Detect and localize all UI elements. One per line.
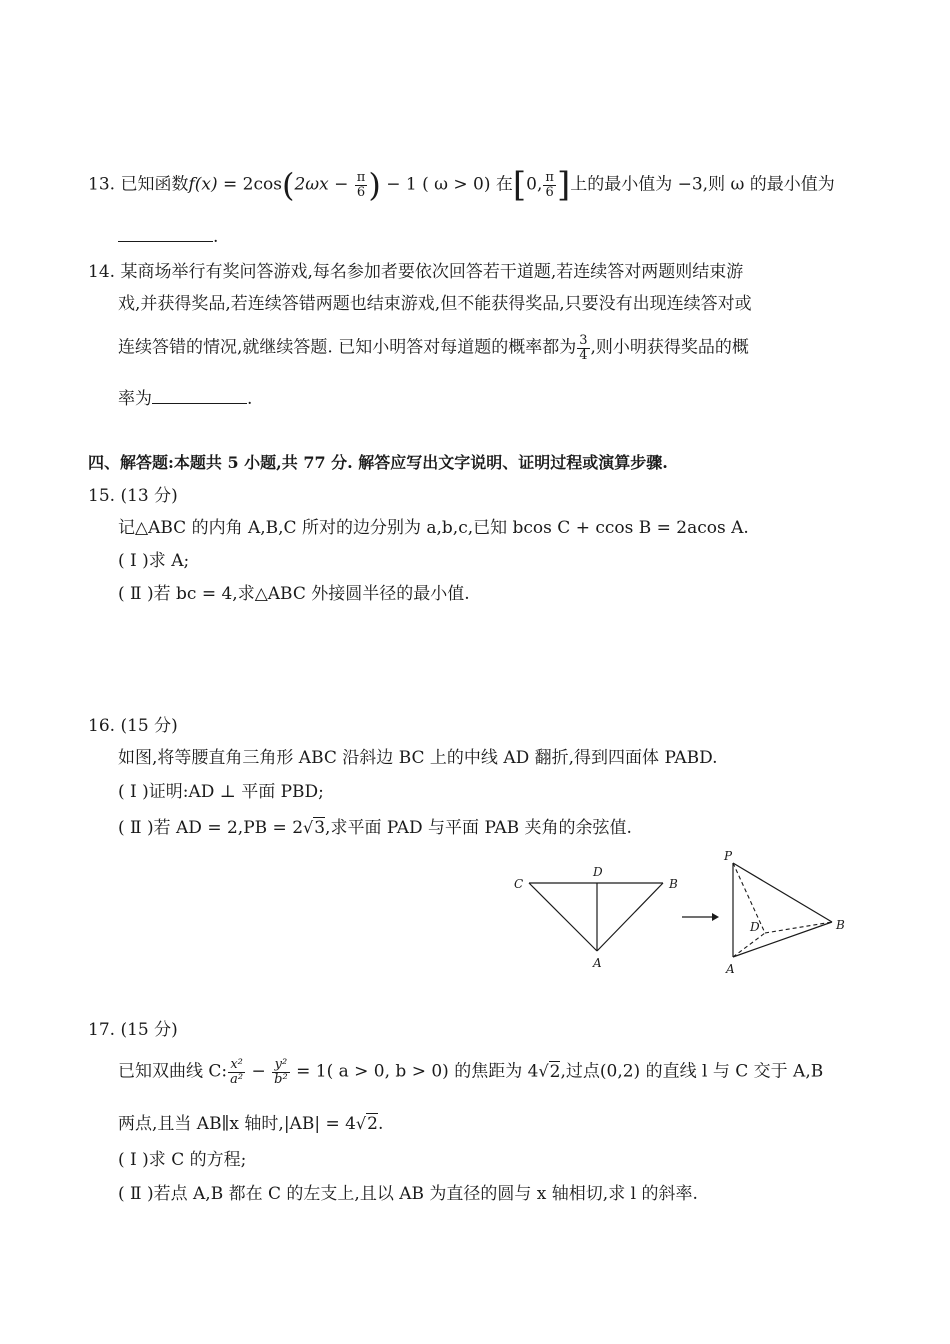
interval-fraction: $\frac{\pi}{6}$ — [545, 169, 554, 200]
question-16-part-1: ( Ⅰ )证明:AD ⊥ 平面 PBD; — [118, 782, 324, 802]
question-16-header: 16. (15 分) — [88, 716, 178, 736]
edge-ba — [597, 883, 663, 951]
label-p: P — [724, 849, 733, 863]
question-17-part-1: ( Ⅰ )求 C 的方程; — [118, 1150, 247, 1170]
question-number: 13. — [88, 174, 116, 195]
question-16-statement: 如图,将等腰直角三角形 ABC 沿斜边 BC 上的中线 AD 翻折,得到四面体 PABD. — [118, 748, 718, 768]
label-d: D — [593, 865, 603, 879]
probability-fraction: $\frac{3}{4}$ — [579, 333, 588, 363]
folding-diagram — [500, 845, 860, 985]
question-17-header: 17. (15 分) — [88, 1020, 178, 1040]
label-c: C — [514, 877, 524, 891]
edge-ca — [529, 883, 597, 951]
question-14-line-4: 率为 . — [118, 386, 252, 409]
question-15-header: 15. (13 分) — [88, 486, 178, 506]
pi-over-6-fraction: $\frac{\pi}{6}$ — [356, 169, 366, 200]
question-15-part-2: ( Ⅱ )若 bc = 4,求△ABC 外接圆半径的最小值. — [118, 584, 470, 604]
edge-pb — [733, 863, 832, 922]
edge-pd — [733, 863, 765, 933]
arrow-head — [712, 913, 719, 921]
question-15-part-1: ( Ⅰ )求 A; — [118, 551, 190, 571]
question-17-line-1: 已知双曲线 C: $\frac{\text{x²}}{\text{a²}}$ − $\frac{\text{y²}}{\text{b²}}$ = 1( a > 0, b > 0) 的焦距为 4√2,过点(0,2) 的直线 l 与 C 交于 A,B — [118, 1057, 824, 1087]
question-17-line-2: 两点,且当 AB∥x 轴时,|AB| = 4√2. — [118, 1114, 384, 1134]
question-13-line-1: 13. 已知函数f(x) = 2cos(2ωx − $\frac{\pi}{6}$ ) − 1 ( ω > 0) 在[0, $\frac{\pi}{6}$ ]上的最小值为 −3,则 ω 的最小值为 — [88, 165, 835, 205]
section-title: 四、解答题:本题共 5 小题,共 77 分. 解答应写出文字说明、证明过程或演算步骤. — [88, 453, 668, 472]
label-d2: D — [750, 920, 760, 934]
label-a2: A — [726, 962, 735, 976]
edge-ad — [733, 933, 765, 957]
question-14-line-3: 连续答错的情况,就继续答题. 已知小明答对每道题的概率都为 $\frac{3}{4}$ ,则小明获得奖品的概 — [118, 333, 749, 363]
question-14-line-2: 戏,并获得奖品,若连续答错两题也结束游戏,但不能获得奖品,只要没有出现连续答对或 — [118, 294, 752, 314]
question-15-statement: 记△ABC 的内角 A,B,C 所对的边分别为 a,b,c,已知 bcos C + ccos B = 2acos A. — [118, 518, 749, 538]
edge-ab — [733, 922, 832, 957]
label-b: B — [669, 877, 678, 891]
question-17-part-2: ( Ⅱ )若点 A,B 都在 C 的左支上,且以 AB 为直径的圆与 x 轴相切,求 l 的斜率. — [118, 1184, 698, 1204]
y-squared-over-b-squared: $\frac{\text{y²}}{\text{b²}}$ — [274, 1057, 288, 1087]
label-a: A — [593, 956, 602, 970]
edge-db — [765, 922, 832, 933]
label-b2: B — [836, 918, 845, 932]
question-16-part-2: ( Ⅱ )若 AD = 2,PB = 2√3,求平面 PAD 与平面 PAB 夹角的余弦值. — [118, 818, 632, 838]
question-13-answer-blank: . — [118, 224, 218, 247]
x-squared-over-a-squared: $\frac{\text{x²}}{\text{a²}}$ — [230, 1057, 244, 1087]
question-14-line-1: 14. 某商场举行有奖问答游戏,每名参加者要依次回答若干道题,若连续答对两题则结束游 — [88, 262, 744, 282]
question-number: 14. — [88, 262, 116, 282]
